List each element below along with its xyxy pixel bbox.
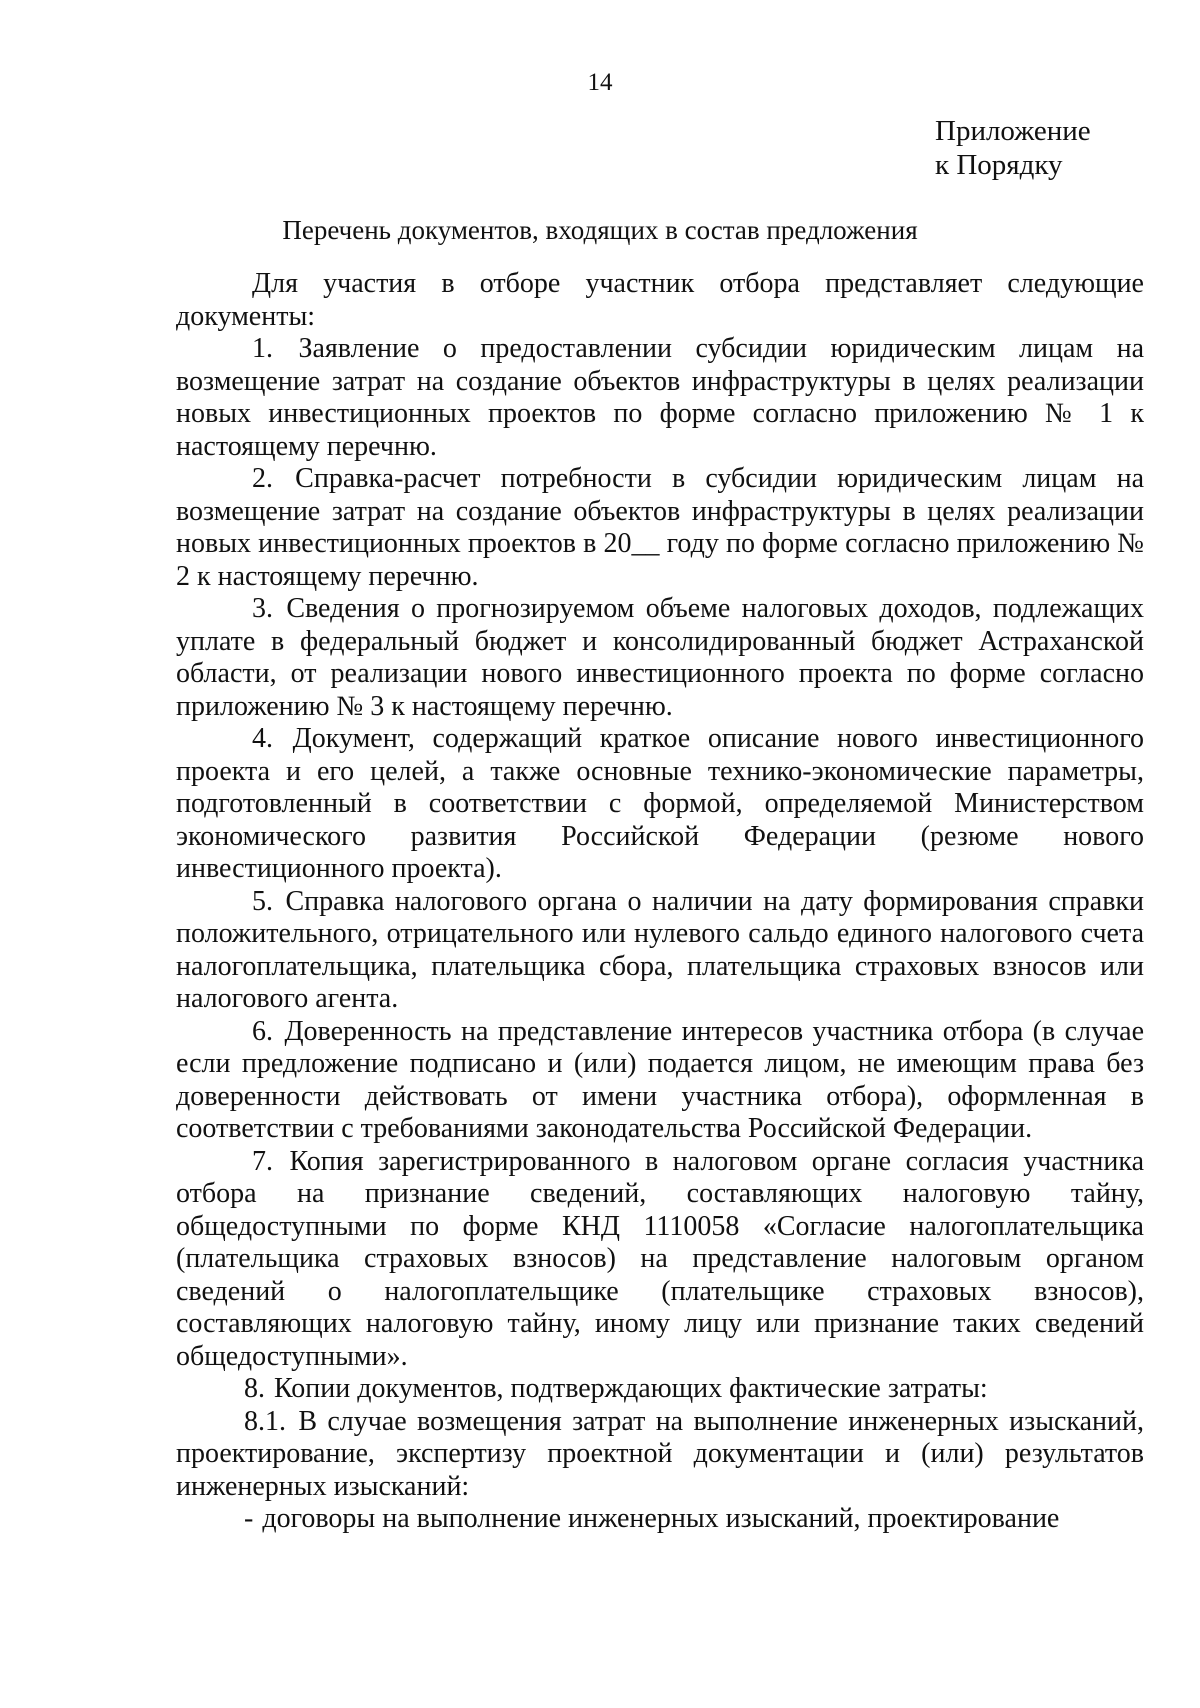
document-title: Перечень документов, входящих в состав предложения [282, 215, 918, 245]
paragraph-item-2 [176, 463, 1144, 593]
paragraph-text: Для участия в отборе участник отбора представляет следующие документы: [176, 268, 1144, 332]
paragraph-text: В случае возмещения затрат на выполнение инженерных изысканий, проектирование, экспертизу проектной документации и (или) результатов инженерных изысканий: [176, 1405, 1144, 1502]
paragraph-text: договоры на выполнение инженерных изысканий, проектирование [262, 1503, 1060, 1534]
paragraph-text: Справка-расчет потребности в субсидии юридическим лицам на возмещение затрат на создание объектов инфраструктуры в целях реализации новых инвестиционных проектов в 20__ году по форме согласно приложению № 2 к настоящему перечню. [176, 463, 1144, 592]
paragraph-text: Доверенность на представление интересов участника отбора (в случае если предложение подписано и (или) подается лицом, не имеющим права без доверенности действовать от имени участника отбора), оформленная в соответствии с требованиями законодательства Российской Федерации. [176, 1015, 1145, 1144]
paragraph-intro [176, 268, 1144, 333]
paragraph-text: Копия зарегистрированного в налоговом органе согласия участника отбора на признание сведений, составляющих налоговую тайну, общедоступными по форме КНД 1110058 «Согласие налогоплательщика (плательщика страховых взносов) на представление налоговым органом сведений о налогоплательщике (плательщике страховых взносов), составляющих налоговую тайну, иному лицу или признание таких сведений общедоступными». [176, 1145, 1144, 1372]
paragraph-text: Документ, содержащий краткое описание нового инвестиционного проекта и его целей, а также основные технико-экономические параметры, подготовленный в соответствии с формой, определяемой Министерством экономического развития Российской Федерации (резюме нового инвестиционного проекта). [176, 723, 1144, 884]
paragraph-text: Заявление о предоставлении субсидии юридическим лицам на возмещение затрат на создание объектов инфраструктуры в целях реализации новых инвестиционных проектов по форме согласно приложению № 1 к настоящему перечню. [176, 333, 1144, 462]
paragraph-item-5 [176, 886, 1144, 1016]
appendix-reference [935, 114, 1091, 182]
document-body [176, 268, 1144, 1536]
paragraph-text: Копии документов, подтверждающих фактические затраты: [274, 1373, 988, 1404]
page-number: 14 [587, 69, 613, 96]
item-number: 4. [252, 723, 273, 754]
item-number: 1. [252, 333, 273, 364]
paragraph-item-8 [176, 1373, 1144, 1406]
paragraph-item-8-1 [176, 1406, 1144, 1504]
paragraph-item-3 [176, 593, 1144, 723]
paragraph-item-4 [176, 723, 1144, 886]
bullet-dash: - [244, 1503, 254, 1534]
paragraph-item-6 [176, 1016, 1144, 1146]
item-number: 5. [252, 885, 273, 917]
paragraph-item-1 [176, 333, 1144, 463]
paragraph-text: Сведения о прогнозируемом объеме налоговых доходов, подлежащих уплате в федеральный бюджет и консолидированный бюджет Астраханской области, от реализации нового инвестиционного проекта по форме согласно приложению № 3 к настоящему перечню. [176, 593, 1144, 722]
item-number: 2. [252, 463, 273, 494]
paragraph-bullet [176, 1503, 1144, 1536]
paragraph-text: Справка налогового органа о наличии на дату формирования справки положительного, отрицательного или нулевого сальдо единого налогового счета налогоплательщика, плательщика сбора, плательщика страховых взносов или налогового агента. [176, 885, 1144, 1014]
item-number: 8.1. [244, 1405, 286, 1437]
item-number: 7. [252, 1145, 273, 1177]
item-number: 6. [252, 1015, 273, 1047]
paragraph-item-7 [176, 1146, 1144, 1374]
item-number: 3. [252, 593, 273, 624]
appendix-line-2: к Порядку [935, 149, 1063, 181]
appendix-line-1: Приложение [935, 115, 1091, 147]
item-number: 8. [244, 1373, 265, 1404]
